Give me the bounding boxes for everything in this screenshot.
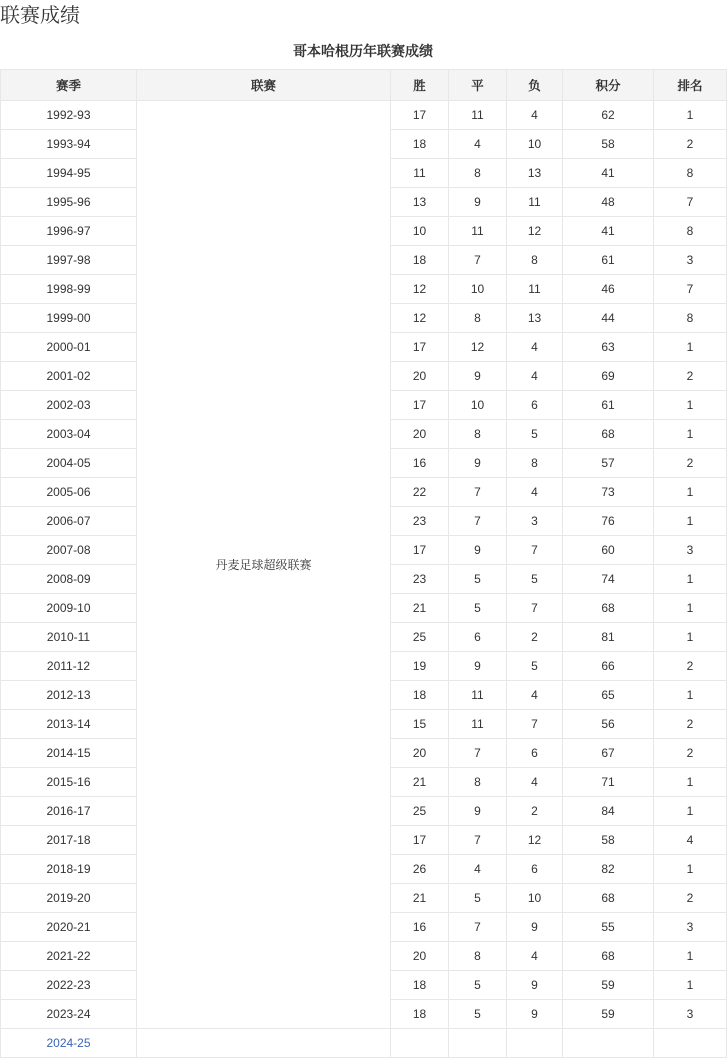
wins-cell: 17 <box>391 826 449 855</box>
losses-cell: 6 <box>507 855 563 884</box>
season-cell: 2019-20 <box>1 884 137 913</box>
wins-cell: 23 <box>391 507 449 536</box>
rank-cell: 1 <box>654 855 727 884</box>
wins-cell: 12 <box>391 304 449 333</box>
rank-cell: 7 <box>654 275 727 304</box>
rank-cell: 1 <box>654 565 727 594</box>
losses-cell: 4 <box>507 362 563 391</box>
season-cell: 1998-99 <box>1 275 137 304</box>
col-header-points: 积分 <box>563 70 654 101</box>
wins-cell: 18 <box>391 130 449 159</box>
rank-cell: 8 <box>654 217 727 246</box>
wins-cell: 19 <box>391 652 449 681</box>
points-cell: 55 <box>563 913 654 942</box>
col-header-wins: 胜 <box>391 70 449 101</box>
points-cell <box>563 1029 654 1058</box>
draws-cell: 10 <box>449 391 507 420</box>
table-row-partial <box>1 1029 727 1058</box>
losses-cell: 10 <box>507 884 563 913</box>
points-cell: 68 <box>563 420 654 449</box>
league-cell <box>137 1029 391 1058</box>
season-cell: 1995-96 <box>1 188 137 217</box>
points-cell: 58 <box>563 130 654 159</box>
points-cell: 56 <box>563 710 654 739</box>
wins-cell: 21 <box>391 594 449 623</box>
losses-cell: 11 <box>507 188 563 217</box>
draws-cell: 9 <box>449 362 507 391</box>
rank-cell: 1 <box>654 768 727 797</box>
points-cell: 59 <box>563 971 654 1000</box>
points-cell: 73 <box>563 478 654 507</box>
losses-cell: 9 <box>507 971 563 1000</box>
points-cell: 82 <box>563 855 654 884</box>
rank-cell: 1 <box>654 391 727 420</box>
points-cell: 41 <box>563 217 654 246</box>
points-cell: 81 <box>563 623 654 652</box>
season-cell: 2021-22 <box>1 942 137 971</box>
wins-cell: 11 <box>391 159 449 188</box>
season-cell: 2008-09 <box>1 565 137 594</box>
wins-cell <box>391 1029 449 1058</box>
header-row <box>1 70 727 101</box>
wins-cell: 18 <box>391 1000 449 1029</box>
draws-cell: 8 <box>449 942 507 971</box>
losses-cell: 2 <box>507 623 563 652</box>
wins-cell: 20 <box>391 739 449 768</box>
points-cell: 68 <box>563 594 654 623</box>
rank-cell: 1 <box>654 797 727 826</box>
points-cell: 66 <box>563 652 654 681</box>
losses-cell: 12 <box>507 217 563 246</box>
points-cell: 65 <box>563 681 654 710</box>
losses-cell: 7 <box>507 710 563 739</box>
rank-cell: 4 <box>654 826 727 855</box>
season-cell: 2010-11 <box>1 623 137 652</box>
wins-cell: 20 <box>391 942 449 971</box>
season-cell: 2018-19 <box>1 855 137 884</box>
points-cell: 46 <box>563 275 654 304</box>
points-cell: 57 <box>563 449 654 478</box>
draws-cell: 5 <box>449 565 507 594</box>
rank-cell: 3 <box>654 536 727 565</box>
losses-cell: 8 <box>507 246 563 275</box>
table-caption: 哥本哈根历年联赛成绩 <box>293 43 433 59</box>
rank-cell: 1 <box>654 333 727 362</box>
wins-cell: 18 <box>391 246 449 275</box>
col-header-league: 联赛 <box>137 70 391 101</box>
season-cell: 2005-06 <box>1 478 137 507</box>
draws-cell: 11 <box>449 217 507 246</box>
points-cell: 84 <box>563 797 654 826</box>
wins-cell: 20 <box>391 420 449 449</box>
draws-cell: 9 <box>449 536 507 565</box>
rank-cell: 1 <box>654 942 727 971</box>
wins-cell: 13 <box>391 188 449 217</box>
season-cell: 2002-03 <box>1 391 137 420</box>
rank-cell: 1 <box>654 478 727 507</box>
losses-cell: 9 <box>507 1000 563 1029</box>
points-cell: 71 <box>563 768 654 797</box>
rank-cell: 1 <box>654 594 727 623</box>
rank-cell: 2 <box>654 710 727 739</box>
season-cell: 2000-01 <box>1 333 137 362</box>
draws-cell: 10 <box>449 275 507 304</box>
season-cell <box>1 1029 137 1058</box>
wins-cell: 16 <box>391 449 449 478</box>
season-cell: 2006-07 <box>1 507 137 536</box>
rank-cell: 2 <box>654 362 727 391</box>
losses-cell: 4 <box>507 101 563 130</box>
season-cell: 1992-93 <box>1 101 137 130</box>
rank-cell: 2 <box>654 652 727 681</box>
losses-cell: 4 <box>507 942 563 971</box>
rank-cell: 2 <box>654 130 727 159</box>
rank-cell: 8 <box>654 304 727 333</box>
losses-cell: 6 <box>507 391 563 420</box>
draws-cell: 8 <box>449 159 507 188</box>
season-cell: 1999-00 <box>1 304 137 333</box>
draws-cell: 5 <box>449 884 507 913</box>
wins-cell: 18 <box>391 971 449 1000</box>
season-cell: 2003-04 <box>1 420 137 449</box>
points-cell: 41 <box>563 159 654 188</box>
rank-cell: 1 <box>654 420 727 449</box>
season-link[interactable]: 2024-25 <box>46 1036 91 1050</box>
draws-cell <box>449 1029 507 1058</box>
losses-cell: 11 <box>507 275 563 304</box>
wins-cell: 17 <box>391 333 449 362</box>
losses-cell: 5 <box>507 565 563 594</box>
season-cell: 1996-97 <box>1 217 137 246</box>
rank-cell: 2 <box>654 449 727 478</box>
season-cell: 1997-98 <box>1 246 137 275</box>
rank-cell <box>654 1029 727 1058</box>
season-cell: 2016-17 <box>1 797 137 826</box>
season-cell: 2001-02 <box>1 362 137 391</box>
rank-cell: 1 <box>654 101 727 130</box>
wins-cell: 21 <box>391 768 449 797</box>
rank-cell: 1 <box>654 507 727 536</box>
draws-cell: 9 <box>449 188 507 217</box>
points-cell: 58 <box>563 826 654 855</box>
wins-cell: 17 <box>391 391 449 420</box>
draws-cell: 7 <box>449 913 507 942</box>
losses-cell: 13 <box>507 159 563 188</box>
col-header-draws: 平 <box>449 70 507 101</box>
season-cell: 2012-13 <box>1 681 137 710</box>
league-results-table <box>0 69 727 1058</box>
points-cell: 62 <box>563 101 654 130</box>
wins-cell: 20 <box>391 362 449 391</box>
page-title: 联赛成绩 <box>0 5 80 27</box>
season-cell: 2022-23 <box>1 971 137 1000</box>
draws-cell: 11 <box>449 101 507 130</box>
losses-cell: 7 <box>507 536 563 565</box>
draws-cell: 6 <box>449 623 507 652</box>
points-cell: 48 <box>563 188 654 217</box>
points-cell: 59 <box>563 1000 654 1029</box>
points-cell: 61 <box>563 246 654 275</box>
draws-cell: 11 <box>449 681 507 710</box>
rank-cell: 1 <box>654 971 727 1000</box>
draws-cell: 11 <box>449 710 507 739</box>
losses-cell: 4 <box>507 681 563 710</box>
losses-cell: 7 <box>507 594 563 623</box>
wins-cell: 25 <box>391 623 449 652</box>
losses-cell: 12 <box>507 826 563 855</box>
losses-cell: 9 <box>507 913 563 942</box>
col-header-losses: 负 <box>507 70 563 101</box>
points-cell: 61 <box>563 391 654 420</box>
season-cell: 2004-05 <box>1 449 137 478</box>
draws-cell: 8 <box>449 420 507 449</box>
col-header-season: 赛季 <box>1 70 137 101</box>
points-cell: 60 <box>563 536 654 565</box>
rank-cell: 2 <box>654 739 727 768</box>
season-cell: 1994-95 <box>1 159 137 188</box>
points-cell: 67 <box>563 739 654 768</box>
points-cell: 68 <box>563 884 654 913</box>
league-cell: 丹麦足球超级联赛 <box>137 101 391 1029</box>
losses-cell: 2 <box>507 797 563 826</box>
wins-cell: 18 <box>391 681 449 710</box>
season-cell: 2017-18 <box>1 826 137 855</box>
season-cell: 2015-16 <box>1 768 137 797</box>
rank-cell: 7 <box>654 188 727 217</box>
losses-cell: 3 <box>507 507 563 536</box>
losses-cell: 8 <box>507 449 563 478</box>
draws-cell: 9 <box>449 652 507 681</box>
points-cell: 76 <box>563 507 654 536</box>
draws-cell: 5 <box>449 1000 507 1029</box>
draws-cell: 9 <box>449 797 507 826</box>
season-cell: 2007-08 <box>1 536 137 565</box>
wins-cell: 22 <box>391 478 449 507</box>
season-cell: 2014-15 <box>1 739 137 768</box>
draws-cell: 8 <box>449 768 507 797</box>
draws-cell: 7 <box>449 246 507 275</box>
losses-cell: 4 <box>507 478 563 507</box>
wins-cell: 15 <box>391 710 449 739</box>
losses-cell: 5 <box>507 652 563 681</box>
losses-cell: 10 <box>507 130 563 159</box>
wins-cell: 26 <box>391 855 449 884</box>
points-cell: 74 <box>563 565 654 594</box>
points-cell: 44 <box>563 304 654 333</box>
losses-cell: 5 <box>507 420 563 449</box>
rank-cell: 1 <box>654 623 727 652</box>
season-cell: 2023-24 <box>1 1000 137 1029</box>
draws-cell: 9 <box>449 449 507 478</box>
season-cell: 2020-21 <box>1 913 137 942</box>
points-cell: 69 <box>563 362 654 391</box>
draws-cell: 7 <box>449 507 507 536</box>
season-cell: 2009-10 <box>1 594 137 623</box>
wins-cell: 23 <box>391 565 449 594</box>
rank-cell: 3 <box>654 913 727 942</box>
wins-cell: 17 <box>391 101 449 130</box>
rank-cell: 3 <box>654 1000 727 1029</box>
wins-cell: 16 <box>391 913 449 942</box>
table-row <box>1 101 727 130</box>
season-cell: 1993-94 <box>1 130 137 159</box>
rank-cell: 2 <box>654 884 727 913</box>
losses-cell: 4 <box>507 768 563 797</box>
col-header-rank: 排名 <box>654 70 727 101</box>
losses-cell <box>507 1029 563 1058</box>
wins-cell: 21 <box>391 884 449 913</box>
draws-cell: 12 <box>449 333 507 362</box>
draws-cell: 7 <box>449 826 507 855</box>
draws-cell: 4 <box>449 855 507 884</box>
draws-cell: 5 <box>449 971 507 1000</box>
rank-cell: 1 <box>654 681 727 710</box>
losses-cell: 4 <box>507 333 563 362</box>
draws-cell: 8 <box>449 304 507 333</box>
draws-cell: 7 <box>449 478 507 507</box>
wins-cell: 10 <box>391 217 449 246</box>
points-cell: 63 <box>563 333 654 362</box>
wins-cell: 17 <box>391 536 449 565</box>
rank-cell: 3 <box>654 246 727 275</box>
season-cell: 2013-14 <box>1 710 137 739</box>
draws-cell: 4 <box>449 130 507 159</box>
points-cell: 68 <box>563 942 654 971</box>
draws-cell: 5 <box>449 594 507 623</box>
wins-cell: 12 <box>391 275 449 304</box>
draws-cell: 7 <box>449 739 507 768</box>
rank-cell: 8 <box>654 159 727 188</box>
losses-cell: 6 <box>507 739 563 768</box>
season-cell: 2011-12 <box>1 652 137 681</box>
wins-cell: 25 <box>391 797 449 826</box>
losses-cell: 13 <box>507 304 563 333</box>
